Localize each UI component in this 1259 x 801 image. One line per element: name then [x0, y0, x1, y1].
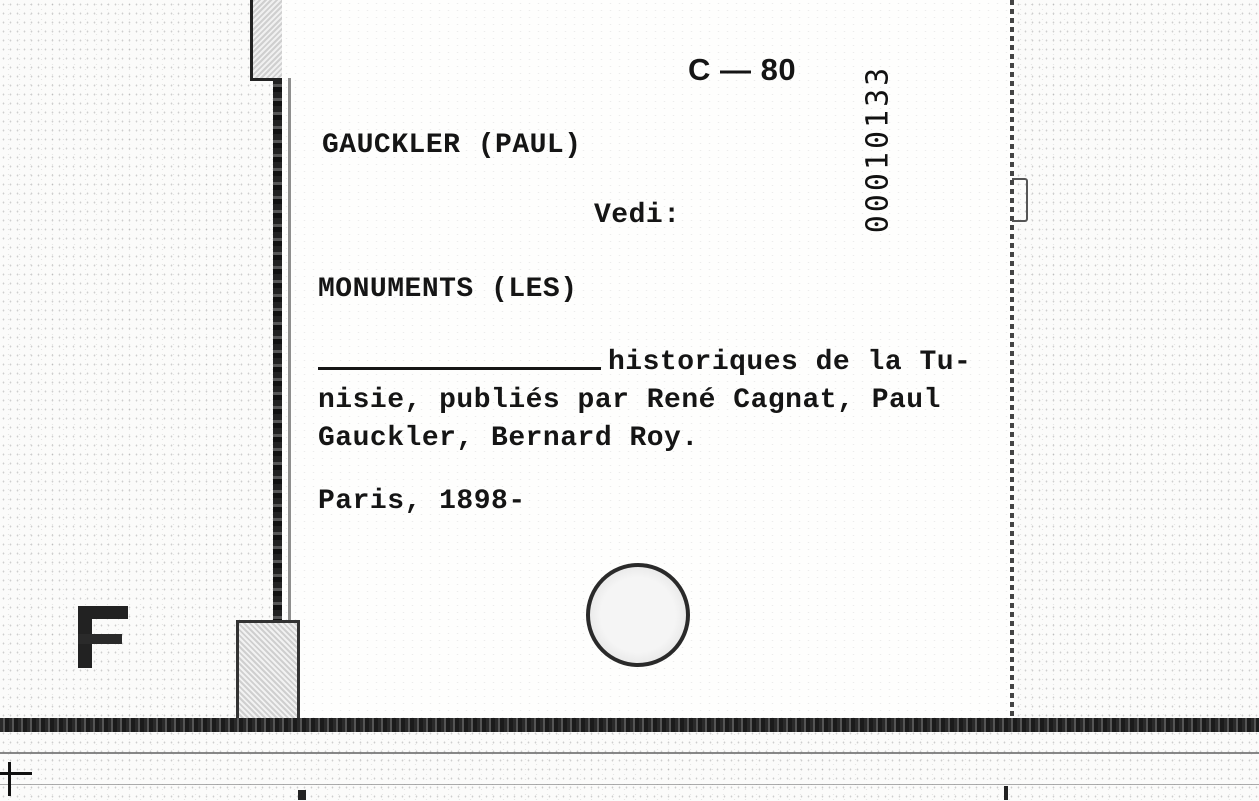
rail-line-lower [0, 784, 1259, 785]
inventory-stamp [856, 54, 900, 244]
card-right-notch [1012, 178, 1028, 222]
drawer-rail [0, 718, 1259, 732]
margin-letter-mark [78, 606, 128, 668]
call-number: C — 80 [688, 52, 797, 87]
author-name: GAUCKLER (PAUL) [322, 130, 582, 161]
card-right-edge [1010, 0, 1014, 728]
card-holder-clip-bottom [236, 620, 300, 727]
stamp-number: 00010133 [860, 64, 896, 234]
card-left-edge [273, 78, 282, 623]
title-description: historiques de la Tu-nisie, publiés par René Cagnat, Paul Gauckler, Bernard Roy. [318, 347, 972, 454]
bottom-mark-right [1004, 786, 1008, 800]
punch-hole [586, 563, 690, 667]
imprint: Paris, 1898- [318, 486, 526, 517]
bottom-mark [298, 790, 306, 800]
cross-mark [0, 758, 34, 798]
see-reference-label: Vedi: [594, 200, 681, 231]
rail-line [0, 752, 1259, 754]
card-left-edge-inner [288, 78, 291, 623]
heading-entry: MONUMENTS (LES) [318, 274, 578, 305]
